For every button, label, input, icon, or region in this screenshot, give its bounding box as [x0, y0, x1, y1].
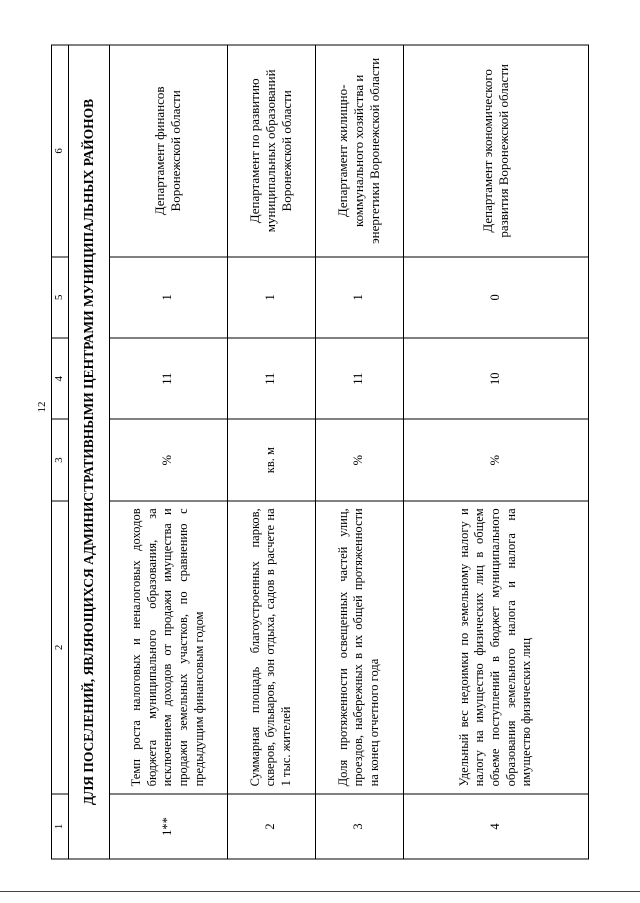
row-number: 4: [403, 793, 588, 858]
value-cell: 1: [109, 256, 227, 337]
value-cell: 11: [315, 338, 403, 419]
unit-cell: кв. м: [227, 419, 315, 500]
indicator-name: Суммарная площадь благоустроенных парков, скверов, бульваров, зон отдыха, садов в расчете на 1 тыс. жителей: [227, 500, 315, 793]
value-cell: 1: [227, 256, 315, 337]
column-header: 4: [52, 338, 69, 419]
section-title-row: [68, 45, 109, 859]
unit-cell: %: [315, 419, 403, 500]
rotated-table-container: [51, 44, 589, 859]
indicator-name: Удельный вес недоимки по земельному налогу и налогу на имущество физических лиц в общем объеме поступлений в бюджет муниципального образования земельного налога и налога на имущество физических лиц: [403, 500, 588, 793]
column-header: 3: [52, 419, 69, 500]
bottom-divider: [0, 891, 640, 892]
table-row: [109, 45, 227, 859]
section-title: ДЛЯ ПОСЕЛЕНИЙ, ЯВЛЯЮЩИХСЯ АДМИНИСТРАТИВНЫМИ ЦЕНТРАМИ МУНИЦИПАЛЬНЫХ РАЙОНОВ: [68, 45, 109, 859]
indicator-name: Темп роста налоговых и неналоговых доходов бюджета муниципального образования, за исключением доходов от продажи имущества и продажи земельных участков, по сравнению с предыдущим финансовым годом: [109, 500, 227, 793]
responsible-department: Департамент финансов Воронежской области: [109, 45, 227, 257]
column-header: 1: [52, 793, 69, 858]
column-number-row: [52, 45, 69, 859]
value-cell: 10: [403, 338, 588, 419]
row-number: 2: [227, 793, 315, 858]
row-number: 3: [315, 793, 403, 858]
table-row: [315, 45, 403, 859]
responsible-department: Департамент жилищно-коммунального хозяйства и энергетики Воронежской области: [315, 45, 403, 257]
page-number: 12: [36, 401, 48, 413]
column-header: 2: [52, 500, 69, 793]
indicator-name: Доля протяженности освещенных частей улиц, проездов, набережных в их общей протяженности на конец отчетного года: [315, 500, 403, 793]
responsible-department: Департамент по развитию муниципальных образований Воронежской области: [227, 45, 315, 257]
responsible-department: Департамент экономического развития Воронежской области: [403, 45, 588, 257]
unit-cell: %: [403, 419, 588, 500]
column-header: 6: [52, 45, 69, 257]
table-row: [403, 45, 588, 859]
value-cell: 0: [403, 256, 588, 337]
column-header: 5: [52, 256, 69, 337]
unit-cell: %: [109, 419, 227, 500]
value-cell: 11: [227, 338, 315, 419]
value-cell: 1: [315, 256, 403, 337]
table-row: [227, 45, 315, 859]
row-number: 1**: [109, 793, 227, 858]
value-cell: 11: [109, 338, 227, 419]
indicators-table: [51, 44, 589, 859]
